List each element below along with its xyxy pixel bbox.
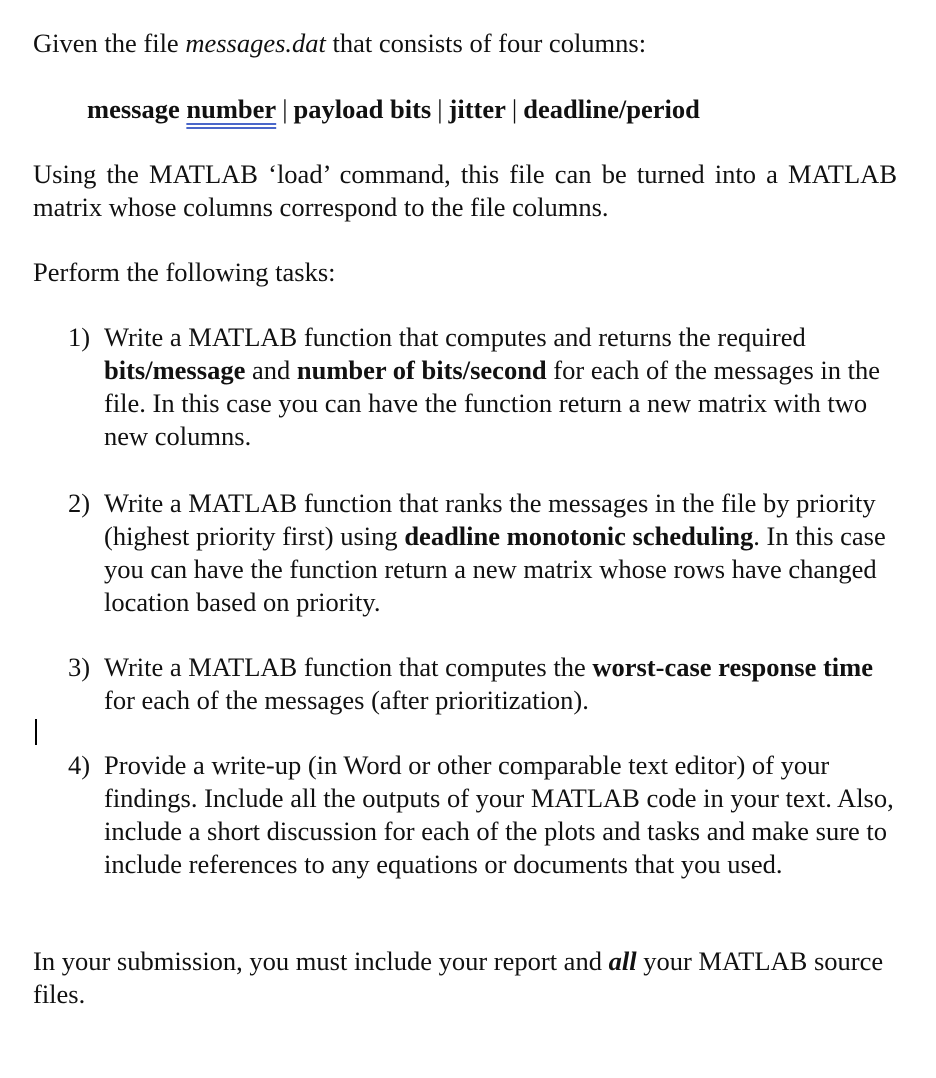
task-text: Provide a write-up (in Word or other comparable text editor) of your findings. Include all the outputs of your MATLAB code in your text. Also, include a short discussion for each of the plots and tasks and make sure to include references to any equations or documents that you used. [104,750,894,879]
task-number: 3) [68,652,91,682]
task-item [68,651,898,717]
task-text-part: for each of the messages (after prioritization). [104,685,589,715]
task-item [68,321,898,453]
filename: messages.dat [185,28,326,58]
intro-prefix: Given the file [33,28,186,58]
task-bold-text: deadline monotonic scheduling [404,521,754,551]
closing-text-part: In your submission, you must include your report and [33,946,609,976]
task-number: 1) [68,322,91,352]
perform-label: Perform the following tasks: [33,257,336,287]
text-cursor [35,719,37,745]
task-number: 2) [68,488,91,518]
task-text [104,321,898,453]
task-number: 4) [68,750,91,780]
separator: | [511,94,518,124]
column-number: number [186,94,277,124]
task-text [104,651,898,717]
load-paragraph: Using the MATLAB ‘load’ command, this file can be turned into a MATLAB matrix whose columns correspond to the file columns. [33,159,897,222]
columns-header [87,93,907,126]
intro-line [33,27,913,60]
task-item [68,749,898,881]
task-text-part: . In this case you can have the function return a new matrix whose rows have changed location based on priority. [104,521,886,617]
column-payload-bits: payload bits [293,94,432,124]
task-item [68,487,898,619]
column-deadline-period: deadline/period [523,94,700,124]
task-bold-text: worst-case response time [592,652,873,682]
task-text-part: Write a MATLAB function that ranks the messages in the file by priority (highest priority first) using [104,488,876,551]
task-bold-text: number of bits/second [296,355,547,385]
task-text [104,487,898,619]
column-jitter: jitter [448,94,506,124]
task-bold-text: bits/message [104,355,246,385]
task-text-part: Write a MATLAB function that computes and returns the required [104,322,806,352]
closing-emphasis: all [608,946,637,976]
closing-text-part: your MATLAB source files. [33,946,884,1009]
task-text-part: for each of the messages in the file. In this case you can have the function return a new matrix with two new columns. [104,355,881,451]
column-message: message [87,94,187,124]
separator: | [282,94,288,124]
task-text-part: Write a MATLAB function that computes the [104,652,593,682]
task-text-part: and [245,355,297,385]
separator: | [437,94,443,124]
intro-suffix: that consists of four columns: [325,28,647,58]
closing-paragraph [33,945,903,1011]
